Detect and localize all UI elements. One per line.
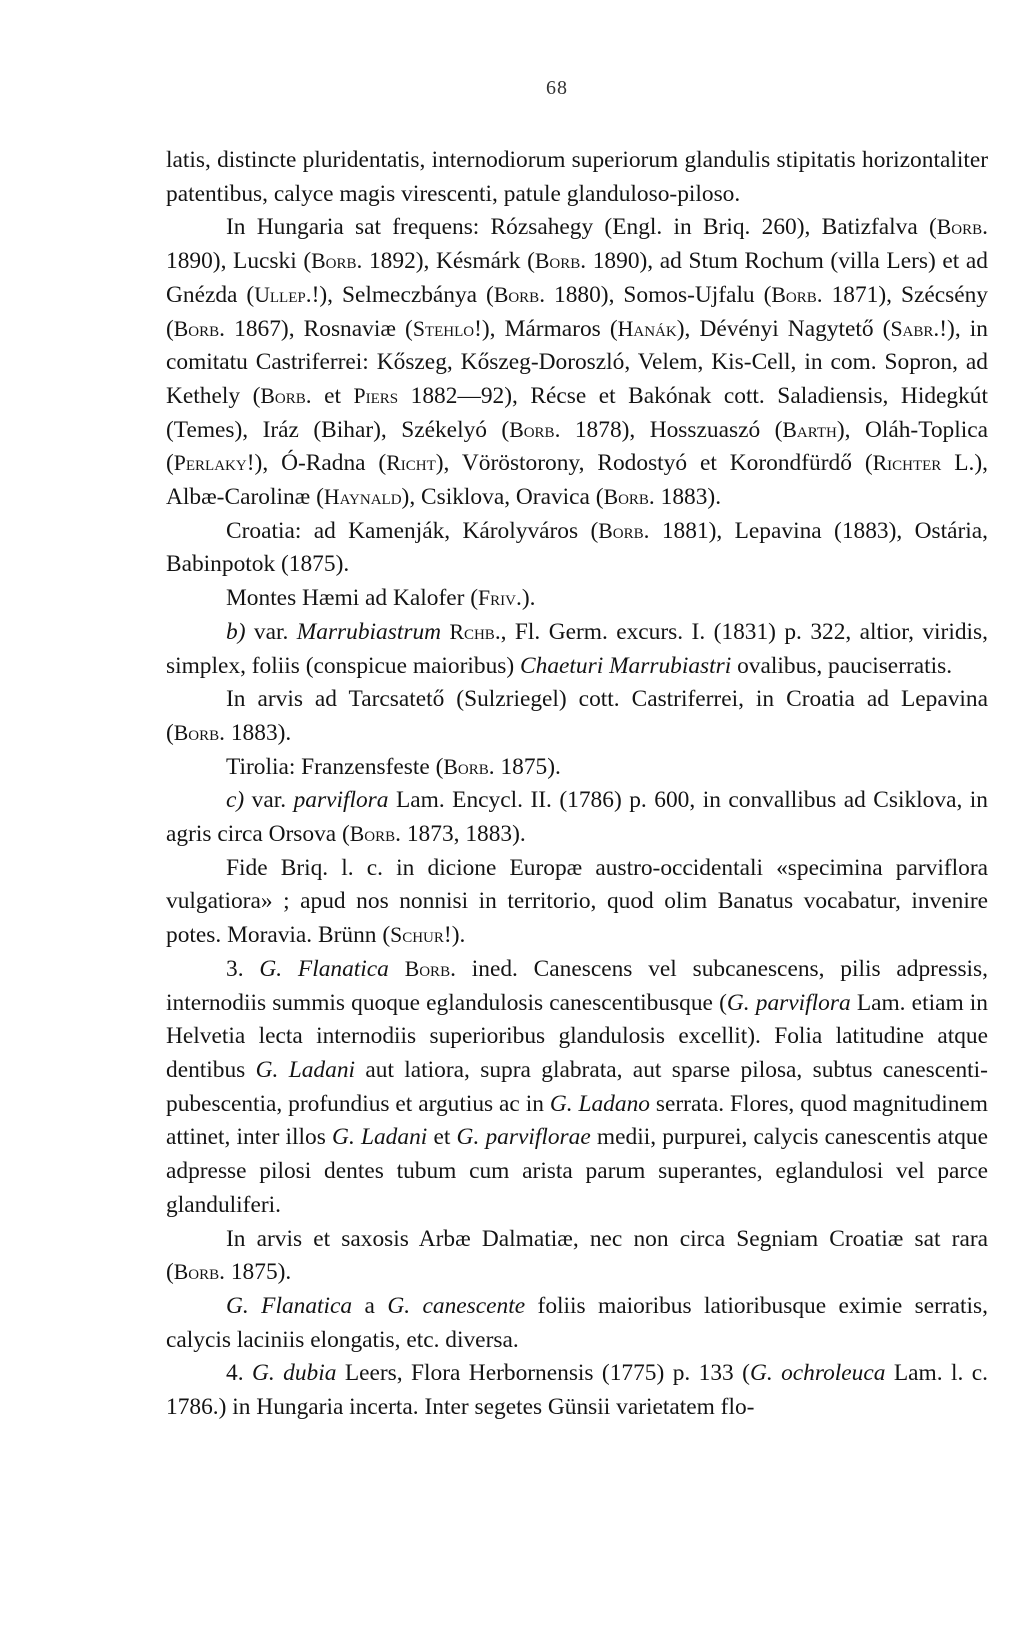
text-run: !).	[443, 922, 466, 949]
author-abbrev: Borb	[173, 1260, 220, 1285]
italic-term: G. dubia	[251, 1360, 337, 1387]
author-abbrev: Borb	[173, 316, 220, 341]
text-run: var.	[244, 787, 294, 814]
author-abbrev: Borb	[509, 417, 555, 442]
author-abbrev: Richt	[386, 451, 436, 476]
text-run: !), Mármaros (	[474, 315, 618, 342]
author-abbrev: Haynald	[323, 485, 402, 510]
text-run: ), Csiklova, Oravica (	[401, 484, 604, 511]
text-run: ., Fl. Germ. excurs. I. (1831) p. 322, altior, viridis, simplex, foliis (conspicue maioribus)	[166, 618, 988, 679]
italic-term: parviflora	[293, 787, 389, 814]
italic-term: c)	[226, 787, 245, 814]
paragraph	[166, 1357, 988, 1424]
italic-term: Marrubiastrum	[296, 618, 442, 645]
text-run: . et	[305, 382, 354, 409]
author-abbrev: Stehlo	[412, 316, 475, 341]
text-run: Lam. l. c. 1786.) in Hungaria incerta. Inter segetes Günsii varietatem flo-	[166, 1360, 988, 1421]
text-run: Croatia: ad Kamenják, Károlyváros (	[226, 517, 599, 544]
text-run: Montes Hæmi ad Kalofer (	[226, 585, 479, 612]
text-run: . 1892), Késmárk (	[356, 248, 535, 275]
paragraph	[166, 953, 988, 1223]
author-abbrev: Barth	[782, 417, 837, 442]
body-text	[166, 144, 988, 1425]
paragraph	[166, 751, 988, 785]
author-abbrev: Richter	[872, 451, 942, 476]
italic-term: G. ochroleuca	[749, 1360, 886, 1387]
author-abbrev: Hanák	[617, 316, 677, 341]
text-run: ovalibus, pauciserratis.	[731, 652, 953, 679]
paragraph	[166, 515, 988, 582]
text-run: ), Dévényi Nagytető (	[676, 315, 891, 342]
text-run: medii, purpurei, calycis canescentis atque adpresse pilosi dentes tubum cum arista parum superantes, eglandulosi vel parce glanduliferi.	[166, 1124, 988, 1218]
text-run: Tirolia: Franzensfeste (	[226, 753, 444, 780]
author-abbrev: Perlaky	[173, 451, 247, 476]
text-run: a	[352, 1292, 388, 1319]
italic-term: G. Flanatica	[259, 955, 389, 982]
text-run: . 1875).	[488, 753, 561, 780]
text-run: In arvis ad Tarcsatető (Sulzriegel) cott. Castriferrei, in Croatia ad Lepavina (	[166, 686, 988, 746]
author-abbrev: Borb	[493, 282, 540, 307]
text-run: Lam. Encycl. II. (1786) p. 600, in convallibus ad Csiklova, in agris circa Orsova (	[166, 787, 988, 848]
italic-term: G. Ladano	[549, 1090, 650, 1117]
text-run: . ined. Canescens vel subcanescens, pilis adpressis, internodiis summis quoque eglandulosis canescentibusque (	[166, 955, 989, 1016]
text-run: . 1881), Lepavina (1883), Ostária, Babinpotok (1875).	[166, 517, 988, 578]
text-run: . 1890), ad Stum Rochum (villa Lers) et ad Gnézda (	[166, 248, 988, 308]
author-abbrev: Piers	[353, 383, 399, 408]
paragraph	[166, 211, 988, 514]
text-run: serrata. Flores, quod magnitudinem attinet, inter illos	[166, 1090, 989, 1151]
author-abbrev: Borb	[173, 720, 220, 745]
text-run: . 1878), Hosszuaszó (	[554, 416, 783, 443]
text-run: Lam. etiam in Helvetia lecta internodiis superioribus glandulosis excellit). Folia latitudine atque dentibus	[166, 989, 988, 1083]
text-run: In Hungaria sat frequens: Rózsahegy (Engl. in Briq. 260), Batizfalva (	[226, 214, 937, 241]
italic-term: G. Ladani	[255, 1056, 356, 1083]
italic-term: b)	[226, 618, 246, 645]
italic-term: G. parviflorae	[456, 1124, 591, 1151]
author-abbrev: Borb	[771, 282, 817, 307]
italic-term: G. Ladani	[332, 1124, 428, 1151]
text-run: . 1880), Somos-Ujfalu (	[539, 281, 772, 308]
author-abbrev: Borb	[404, 956, 451, 981]
paragraph	[166, 144, 988, 211]
text-run: Fide Briq. l. c. in dicione Europæ austro-occidentali «specimina parviflora vulgatiora» ; apud nos nonnisi in territorio, quod olim Banatus vocabatur, invenire potes. Moravia. Brünn (	[166, 854, 988, 949]
text-run: latis, distincte pluridentatis, internodiorum superiorum glandulis stipitatis horizontaliter patentibus, calyce magis virescenti, patule glanduloso-piloso.	[166, 147, 988, 207]
text-run: 1882—92), Récse et Bakónak cott. Saladiensis, Hidegkút (Temes), Iráz (Bihar), Székelyó (	[166, 382, 988, 443]
author-abbrev: Ullep	[254, 282, 306, 307]
paragraph	[166, 784, 988, 851]
text-run: var.	[245, 618, 297, 645]
paragraph	[166, 852, 988, 953]
text-run: . 1883).	[219, 719, 292, 746]
text-run: !), Ó-Radna (	[246, 450, 387, 477]
italic-term: G. Flanatica	[226, 1292, 353, 1319]
italic-term: G. canescente	[387, 1292, 526, 1319]
text-run	[389, 956, 405, 982]
author-abbrev: Schur	[390, 923, 444, 948]
text-run: . 1883).	[648, 484, 722, 511]
paragraph	[166, 1223, 988, 1290]
author-abbrev: Borb	[260, 383, 306, 408]
text-run: .!), in comitatu Castriferrei: Kőszeg, Kőszeg-Doroszló, Velem, Kis-Cell, in com. Sopron, ad Kethely (	[166, 315, 988, 409]
text-run: . 1875).	[219, 1259, 292, 1286]
author-abbrev: Borb	[311, 249, 357, 274]
text-run: ), Oláh-Toplica (	[166, 416, 989, 477]
text-run: .!), Selmeczbánya (	[305, 281, 494, 308]
text-run: . 1867), Rosnaviæ (	[219, 315, 413, 342]
text-run: . 1873, 1883).	[395, 821, 526, 848]
author-abbrev: Sabr	[890, 316, 934, 341]
author-abbrev: Rchb	[449, 619, 495, 644]
text-run: L.), Albæ-Carolinæ (	[166, 450, 988, 511]
author-abbrev: Borb	[936, 215, 983, 240]
paragraph	[166, 616, 988, 683]
page-number: 68	[546, 77, 568, 99]
author-abbrev: Borb	[534, 249, 581, 274]
author-abbrev: Borb	[443, 754, 489, 779]
author-abbrev: Borb	[603, 485, 649, 510]
text-run: aut latiora, supra glabrata, aut sparse pilosa, subtus canescenti-pubescentia, profundius et argutius ac in	[166, 1056, 988, 1117]
text-run: ), Vöröstorony, Rodostyó et Korondfürdő (	[435, 450, 873, 477]
author-abbrev: Borb	[598, 518, 644, 543]
text-run: 3.	[226, 955, 260, 982]
text-run: . 1871), Szécsény (	[166, 281, 988, 342]
text-run: .).	[515, 585, 536, 612]
paragraph	[166, 1290, 988, 1357]
text-run: . 1890), Lucski (	[166, 214, 988, 275]
author-abbrev: Friv	[478, 586, 516, 611]
paragraph	[166, 582, 988, 616]
author-abbrev: Borb	[349, 822, 396, 847]
text-run: In arvis et saxosis Arbæ Dalmatiæ, nec non circa Segniam Croatiæ sat rara (	[166, 1225, 988, 1286]
italic-term: G. parviflora	[726, 989, 851, 1016]
text-run: 4.	[226, 1360, 252, 1387]
paragraph	[166, 683, 988, 750]
text-run: Leers, Flora Herbornensis (1775) p. 133 (	[336, 1360, 750, 1387]
text-run: et	[427, 1124, 457, 1151]
text-run: foliis maioribus latioribusque eximie serratis, calycis laciniis elongatis, etc. diversa.	[166, 1292, 989, 1353]
italic-term: Chaeturi Marrubiastri	[520, 652, 732, 679]
